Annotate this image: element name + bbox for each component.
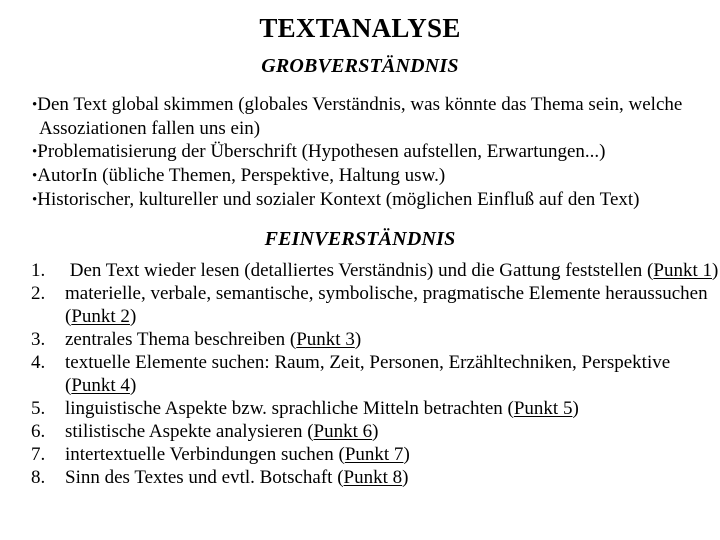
list-item — [31, 397, 718, 420]
punkt-8-link[interactable]: Punkt 8 — [343, 467, 403, 488]
list-item-line — [65, 397, 579, 420]
text-segment: ( — [65, 306, 72, 327]
punkt-5-link[interactable]: Punkt 5 — [513, 398, 573, 419]
list-item — [31, 328, 718, 351]
bullet-icon: • — [32, 168, 38, 184]
list-item-text — [65, 397, 579, 420]
list-item-number: 5. — [31, 398, 46, 419]
text-segment: textuelle Elemente suchen: Raum, Zeit, Personen, Erzähltechniken, Perspektive — [65, 352, 671, 373]
list-item-text — [65, 466, 408, 489]
list-item-number: 8. — [31, 467, 46, 488]
list-item-text — [65, 259, 718, 282]
text-segment: Den Text wieder lesen (detalliertes Verständnis) und die Gattung feststellen ( — [65, 260, 654, 281]
list-item-text — [65, 420, 378, 443]
list-item-line — [65, 374, 670, 397]
bullet-icon: • — [32, 144, 38, 160]
text-segment: ) — [129, 375, 137, 396]
bullet-line: •AutorIn (übliche Themen, Perspektive, Haltung usw.) — [32, 165, 446, 186]
list-item-line — [65, 305, 708, 328]
text-segment: ) — [372, 421, 379, 442]
list-item — [31, 443, 718, 466]
bullet-icon: • — [32, 192, 38, 208]
list-item-line — [65, 259, 718, 282]
punkt-6-link[interactable]: Punkt 6 — [313, 421, 373, 442]
list-item-number: 1. — [31, 260, 46, 281]
text-segment: ) — [403, 444, 410, 465]
list-item — [31, 282, 718, 328]
text-segment: zentrales Thema beschreiben ( — [65, 329, 297, 350]
punkt-3-link[interactable]: Punkt 3 — [296, 329, 355, 350]
list-item-line — [65, 282, 708, 305]
list-item-text — [65, 443, 410, 466]
list-item-line — [65, 466, 408, 489]
text-segment: Sinn des Textes und evtl. Botschaft ( — [65, 467, 344, 488]
bullet-list — [32, 93, 682, 212]
list-item — [31, 259, 718, 282]
punkt-7-link[interactable]: Punkt 7 — [344, 444, 404, 465]
list-item-number: 3. — [31, 329, 46, 350]
list-item-number: 2. — [31, 283, 46, 304]
text-segment: ) — [402, 467, 409, 488]
section-heading-grobverstaendnis: GROBVERSTÄNDNIS — [261, 55, 459, 77]
text-segment: ) — [712, 260, 719, 281]
text-segment: ) — [572, 398, 579, 419]
bullet-line: •Problematisierung der Überschrift (Hypothesen aufstellen, Erwartungen...) — [32, 141, 606, 162]
section-heading-feinverstaendnis: FEINVERSTÄNDNIS — [264, 228, 456, 250]
text-segment: ) — [354, 329, 362, 350]
list-item-number: 7. — [31, 444, 46, 465]
text-segment: ( — [65, 375, 72, 396]
punkt-4-link[interactable]: Punkt 4 — [71, 375, 130, 396]
punkt-1-link[interactable]: Punkt 1 — [653, 260, 712, 281]
list-item-text — [65, 351, 670, 397]
list-item-text — [65, 282, 708, 328]
text-segment: materielle, verbale, semantische, symbolische, pragmatische Elemente heraussuchen — [65, 283, 708, 304]
list-item — [31, 351, 718, 397]
text-segment: intertextuelle Verbindungen suchen ( — [65, 444, 345, 465]
list-item-line — [65, 328, 361, 351]
bullet-line: Assoziationen fallen uns ein) — [39, 118, 261, 139]
list-item-line — [65, 443, 410, 466]
bullet-line: •Den Text global skimmen (globales Verständnis, was könnte das Thema sein, welche — [32, 94, 683, 115]
list-item — [31, 420, 718, 443]
list-item-number: 4. — [31, 352, 46, 373]
bullet-line: •Historischer, kultureller und sozialer Kontext (möglichen Einfluß auf den Text) — [32, 189, 640, 210]
list-item — [31, 466, 718, 489]
page-title: TEXTANALYSE — [259, 13, 461, 43]
list-item-line — [65, 351, 670, 374]
punkt-2-link[interactable]: Punkt 2 — [71, 306, 130, 327]
list-item-number: 6. — [31, 421, 46, 442]
text-segment: linguistische Aspekte bzw. sprachliche Mitteln betrachten ( — [65, 398, 514, 419]
list-item-text — [65, 328, 361, 351]
bullet-icon: • — [32, 97, 38, 113]
text-segment: stilistische Aspekte analysieren ( — [65, 421, 314, 442]
text-segment: ) — [129, 306, 137, 327]
numbered-list — [31, 259, 718, 489]
list-item-line — [65, 420, 378, 443]
